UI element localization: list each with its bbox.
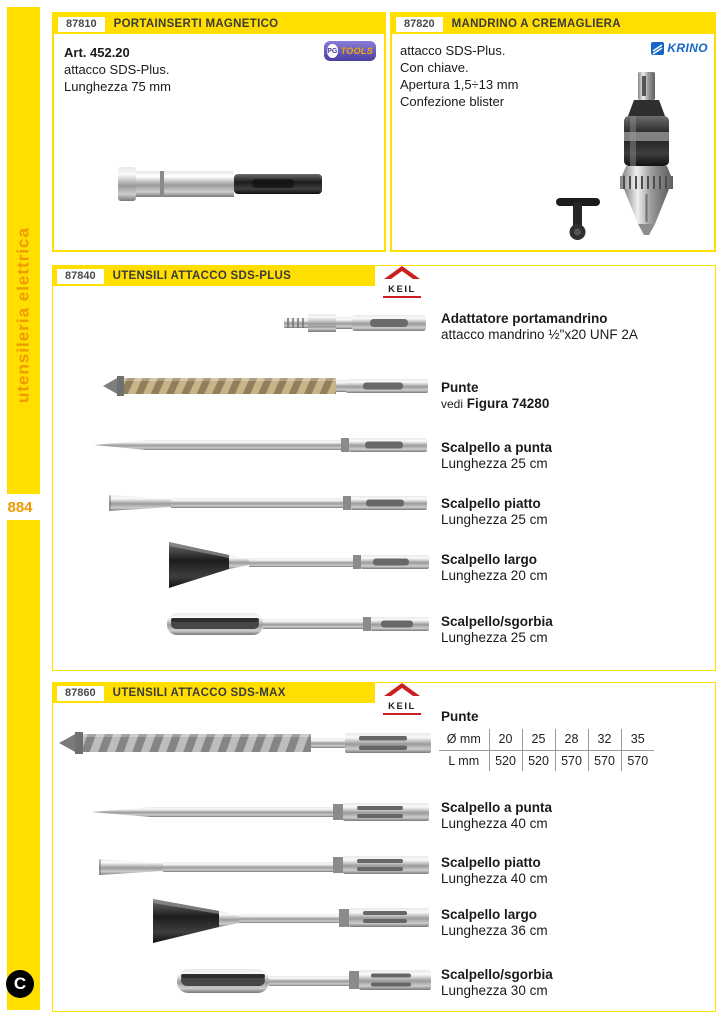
product-row-adattatore	[441, 311, 638, 343]
section-87810-header	[54, 14, 384, 34]
section-87860-title: UTENSILI ATTACCO SDS-MAX	[112, 687, 286, 699]
pgtools-logo	[324, 41, 376, 61]
product-code-87840: 87840	[57, 269, 104, 284]
opening-spec: Apertura 1,5÷13 mm	[400, 77, 519, 92]
section-87810-title: PORTAINSERTI MAGNETICO	[113, 18, 279, 30]
article-number: Art. 452.20	[64, 45, 130, 60]
diameter-value: 20	[489, 729, 522, 750]
product-desc: Lunghezza 36 cm	[441, 923, 548, 938]
pgtools-wordmark: TOOLS	[340, 46, 373, 56]
sds-max-drill-bit-image	[57, 725, 435, 761]
keil-roof-icon	[384, 683, 420, 696]
product-row-scalpello-sgorbia-max	[441, 967, 553, 999]
product-name: Scalpello largo	[441, 907, 538, 922]
sidebar-category-label: utensileria elettrica	[13, 227, 33, 403]
pointed-chisel-image	[91, 428, 433, 462]
length-value: 570	[555, 750, 588, 771]
section-87820	[390, 12, 716, 252]
length-header: L mm	[439, 750, 489, 771]
length-value: 570	[588, 750, 621, 771]
product-row-scalpello-sgorbia	[441, 614, 553, 646]
flat-chisel-image	[105, 484, 433, 522]
product-name: Scalpello a punta	[441, 800, 553, 815]
publisher-logo	[6, 970, 34, 998]
product-desc: Lunghezza 25 cm	[441, 512, 548, 527]
pointed-chisel-max-image	[89, 795, 435, 829]
diameter-header: Ø mm	[439, 729, 489, 750]
product-row-scalpello-largo-max	[441, 907, 548, 939]
keil-wordmark: KEIL	[383, 284, 421, 298]
section-87820-header	[392, 14, 714, 34]
section-87860-header	[53, 683, 375, 703]
table-row-diameter	[439, 729, 654, 750]
krino-wordmark: KRINO	[667, 41, 708, 55]
product-name: Scalpello piatto	[441, 496, 541, 511]
punte-size-table	[439, 729, 654, 771]
product-code-87820: 87820	[396, 17, 443, 32]
product-name: Scalpello a punta	[441, 440, 553, 455]
section-87820-description	[400, 42, 518, 110]
section-87810-description	[64, 44, 171, 95]
attachment-type: attacco SDS-Plus.	[64, 62, 170, 77]
length-spec: Lunghezza 75 mm	[64, 79, 171, 94]
product-code-87860: 87860	[57, 686, 104, 701]
magnetic-bit-holder-image	[102, 162, 342, 206]
wide-chisel-max-image	[149, 897, 435, 947]
pgtools-pg-mark: PG	[327, 44, 338, 58]
section-87840	[52, 265, 716, 671]
diameter-value: 32	[588, 729, 621, 750]
product-row-scalpello-punta	[441, 440, 552, 472]
product-row-scalpello-piatto-max	[441, 855, 548, 887]
chuck-adapter-image	[278, 306, 433, 340]
packaging-spec: Confezione blister	[400, 94, 505, 109]
product-desc: attacco mandrino ½"x20 UNF 2A	[441, 327, 638, 342]
table-row-length	[439, 750, 654, 771]
product-desc: Lunghezza 25 cm	[441, 630, 548, 645]
keil-logo	[383, 683, 421, 715]
sds-plus-drill-bit-image	[101, 368, 433, 404]
section-87810	[52, 12, 386, 252]
page-number: 884	[0, 494, 40, 520]
wide-chisel-image	[165, 538, 433, 592]
length-value: 520	[522, 750, 555, 771]
gouge-chisel-image	[161, 606, 433, 642]
section-87840-header	[53, 266, 375, 286]
diameter-value: 28	[555, 729, 588, 750]
publisher-logo-letter: C	[13, 974, 27, 993]
diameter-value: 35	[621, 729, 654, 750]
product-desc: Lunghezza 40 cm	[441, 871, 548, 886]
product-desc: Lunghezza 30 cm	[441, 983, 548, 998]
product-desc: Lunghezza 20 cm	[441, 568, 548, 583]
see-figure-prefix: vedi	[441, 397, 464, 411]
gouge-chisel-max-image	[173, 963, 435, 1001]
key-spec: Con chiave.	[400, 60, 469, 75]
attachment-type: attacco SDS-Plus.	[400, 43, 506, 58]
flat-chisel-max-image	[95, 849, 435, 885]
product-row-scalpello-piatto	[441, 496, 548, 528]
sidebar-band	[7, 7, 40, 1010]
krino-logo	[651, 41, 708, 55]
product-row-scalpello-punta-max	[441, 800, 552, 832]
product-desc: Lunghezza 25 cm	[441, 456, 548, 471]
keil-logo	[383, 266, 421, 298]
product-name: Scalpello largo	[441, 552, 538, 567]
keil-wordmark: KEIL	[383, 701, 421, 715]
product-name: Scalpello/sgorbia	[441, 967, 553, 982]
product-name: Adattatore portamandrino	[441, 311, 608, 326]
figure-reference: Figura 74280	[466, 396, 550, 411]
product-name: Punte	[441, 380, 479, 395]
product-row-scalpello-largo	[441, 552, 548, 584]
section-87840-title: UTENSILI ATTACCO SDS-PLUS	[112, 270, 292, 282]
product-row-punte	[441, 380, 549, 412]
krino-icon	[651, 42, 664, 55]
punte-label: Punte	[441, 709, 479, 724]
product-name: Scalpello piatto	[441, 855, 541, 870]
section-87860	[52, 682, 716, 1012]
product-name: Scalpello/sgorbia	[441, 614, 553, 629]
length-value: 570	[621, 750, 654, 771]
keil-roof-icon	[384, 266, 420, 279]
drill-chuck-image	[552, 72, 702, 247]
section-87820-title: MANDRINO A CREMAGLIERA	[451, 18, 621, 30]
product-desc: Lunghezza 40 cm	[441, 816, 548, 831]
diameter-value: 25	[522, 729, 555, 750]
product-code-87810: 87810	[58, 17, 105, 32]
length-value: 520	[489, 750, 522, 771]
